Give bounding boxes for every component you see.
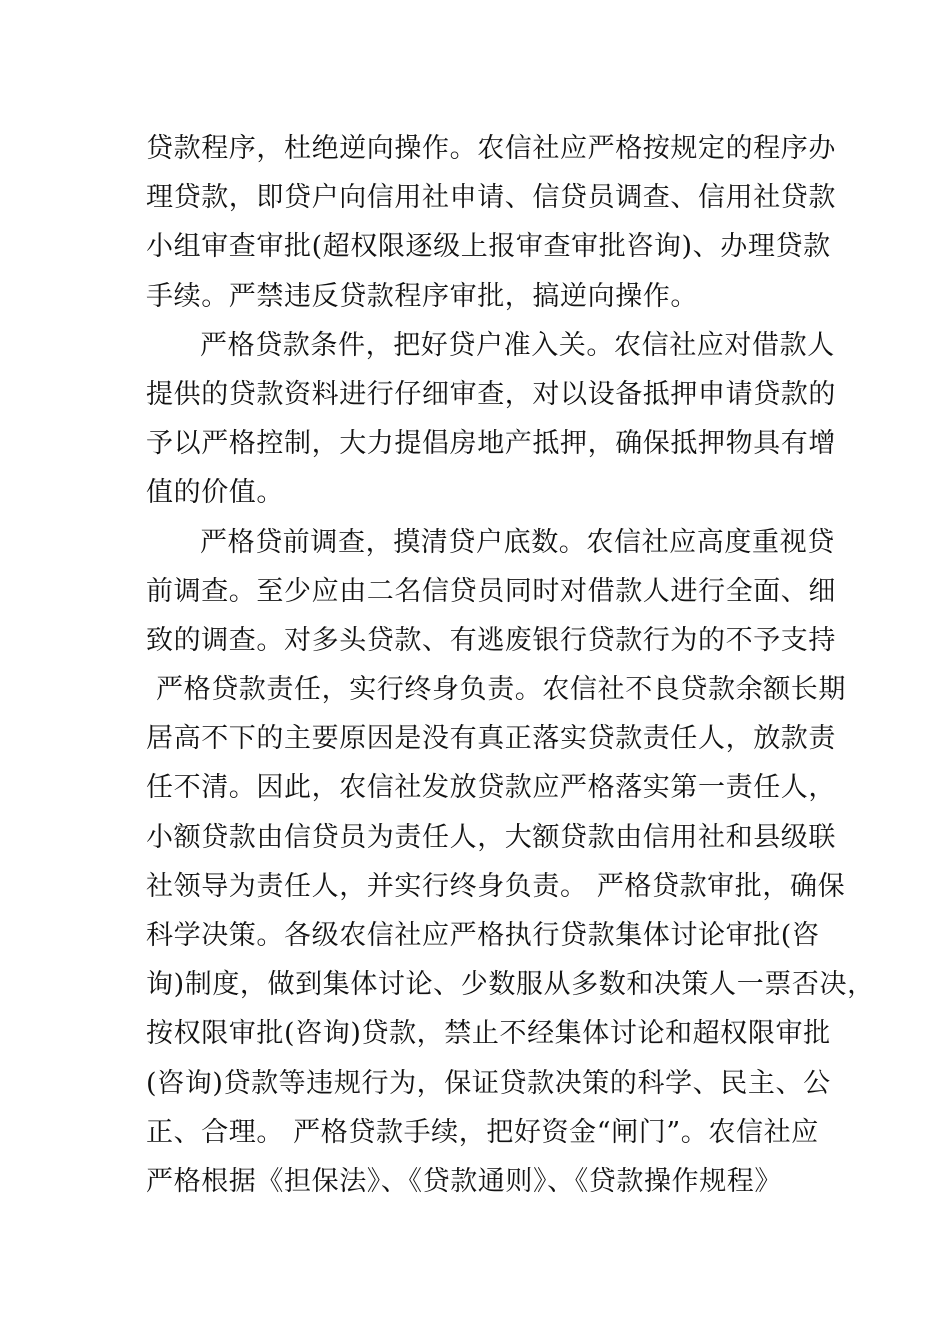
text-line: 小额贷款由信贷员为责任人，大额贷款由信用社和县级联 [146, 821, 836, 853]
text-line: 予以严格控制，大力提倡房地产抵押，确保抵押物具有增 [146, 428, 836, 460]
text-line: 社领导为责任人，并实行终身负责。 严格贷款审批，确保 [146, 870, 846, 902]
text-line: 小组审查审批(超权限逐级上报审查审批咨询)、办理贷款 [146, 231, 831, 263]
text-line: 理贷款，即贷户向信用社申请、信贷员调查、信用社贷款 [146, 182, 836, 214]
text-line: 科学决策。各级农信社应严格执行贷款集体讨论审批(咨 [146, 920, 820, 951]
text-line: 严格贷款责任，实行终身负责。农信社不良贷款余额长期 [156, 674, 846, 706]
text-line: 正、合理。 严格贷款手续，把好资金“闸门”。农信社应 [146, 1116, 819, 1148]
text-line: 前调查。至少应由二名信贷员同时对借款人进行全面、细 [146, 575, 836, 607]
text-line: 提供的贷款资料进行仔细审查，对以设备抵押申请贷款的 [146, 378, 836, 410]
text-line: 严格贷款条件，把好贷户准入关。农信社应对借款人 [200, 329, 835, 361]
text-line: 按权限审批(咨询)贷款，禁止不经集体讨论和超权限审批 [146, 1018, 831, 1050]
text-line: 致的调查。对多头贷款、有逃废银行贷款行为的不予支持 [146, 624, 836, 656]
text-line: 询)制度，做到集体讨论、少数服从多数和决策人一票否决， [146, 969, 875, 1001]
text-line: 值的价值。 [146, 477, 284, 509]
text-line: 手续。严禁违反贷款程序审批，搞逆向操作。 [146, 280, 698, 312]
text-line: 严格贷前调查，摸清贷户底数。农信社应高度重视贷 [200, 526, 835, 558]
text-line: 贷款程序，杜绝逆向操作。农信社应严格按规定的程序办 [146, 133, 836, 164]
text-line: (咨询)贷款等违规行为，保证贷款决策的科学、民主、公 [146, 1067, 831, 1099]
text-line: 任不清。因此，农信社发放贷款应严格落实第一责任人， [146, 772, 836, 804]
text-line: 严格根据《担保法》、《贷款通则》、《贷款操作规程》 [146, 1165, 782, 1197]
body-text [146, 124, 875, 1206]
text-line: 居高不下的主要原因是没有真正落实贷款责任人，放款责 [146, 723, 836, 755]
